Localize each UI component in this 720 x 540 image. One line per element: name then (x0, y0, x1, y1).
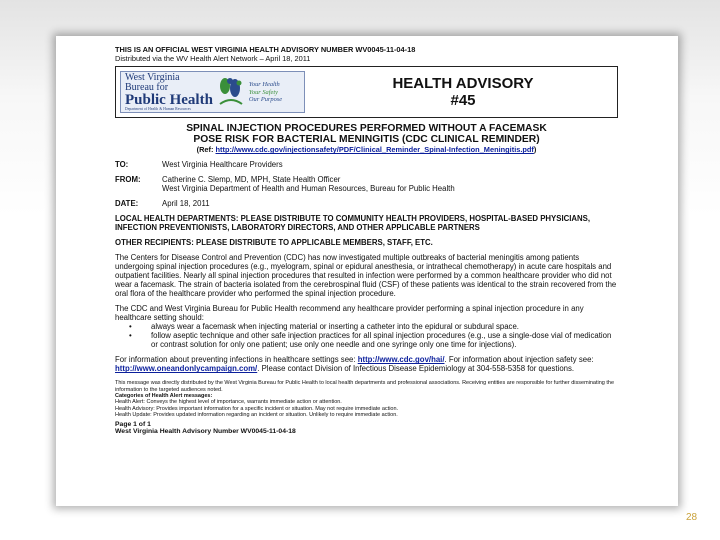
headline: SPINAL INJECTION PROCEDURES PERFORMED WITHOUT A FACEMASK POSE RISK FOR BACTERIAL MENINGITIS (CDC CLINICAL REMINDER) (186, 123, 547, 146)
advisory-number: #45 (450, 92, 476, 110)
logo-line-3: Public Health (125, 91, 213, 108)
logo-line-4: Department of Health & Human Resources (125, 106, 191, 111)
logo-tag-2: Your Safety (248, 88, 278, 96)
date-row: DATE: April 18, 2011 (115, 199, 210, 209)
advisory-number-footer: West Virginia Health Advisory Number WV0045-11-04-18 (115, 428, 296, 436)
cdc-paragraph: The Centers for Disease Control and Prevention (CDC) has now investigated multiple outbreaks of bacterial meningitis among patients undergoing spinal injection procedures (e.g., myelogram, spinal or epidural anesthesia, or intrathecal chemotherapy) in acute care hospitals and outpatient facilities. Nearly all spinal injection procedures that resulted in infection were performed by a common healthcare provider who did not wear a facemask. The strain of bacteria isolated from the cerebrospinal fluid (CSF) of these patients was identical to the strain recovered from the oral flora of the healthcare provider who performed the spinal injection procedure. (115, 253, 617, 299)
logo-line-1: West Virginia (125, 71, 180, 83)
disclaimer: This message was directly distributed by the West Virginia Bureau for Public Health to local health departments and professional associations. Receiving entities are responsible for further disseminating the information to the targeted audiences noted. Categories of Health Alert messages: Health Alert: Conveys the highest level of importance, warrants immediate action or attention. Health Advisory: Provides important information for a specific incident or situation. May not require immediate action. Health Update: Provides updated information regarding an incident or situation. Unlikely to require immediate action. (115, 380, 615, 419)
local-departments-notice: LOCAL HEALTH DEPARTMENTS: PLEASE DISTRIBUTE TO COMMUNITY HEALTH PROVIDERS, HOSPITAL-BASED PHYSICIANS, INFECTION PREVENTIONISTS, LABORATORY DIRECTORS, AND OTHER APPLICABLE PARTNERS (115, 214, 591, 233)
advisory-banner (115, 66, 618, 118)
list-item: • follow aseptic technique and other safe injection practices for all spinal injection procedures (e.g., use a single-dose vial of medication or contrast solution for only one patient; use only one needle and one syringe only one time for injections). (151, 331, 618, 349)
other-recipients-notice: OTHER RECIPIENTS: PLEASE DISTRIBUTE TO APPLICABLE MEMBERS, STAFF, ETC. (115, 238, 433, 248)
advisory-title (309, 67, 617, 117)
list-item: • always wear a facemask when injecting material or inserting a catheter into the epidural or subdural space. (151, 322, 618, 331)
official-notice: THIS IS AN OFFICIAL WEST VIRGINIA HEALTH ADVISORY NUMBER WV0045-11-04-18 (115, 45, 416, 54)
oneandonly-link[interactable]: http://www.oneandonlycampaign.com/ (115, 364, 258, 374)
bureau-logo (120, 71, 305, 113)
recommendation-list (115, 322, 618, 349)
advisory-document (56, 36, 678, 506)
from-row: FROM: Catherine C. Slemp, MD, MPH, State Health Officer West Virginia Department of Health and Human Resources, Bureau for Public Health (115, 175, 455, 194)
distribution-line: Distributed via the WV Health Alert Network – April 18, 2011 (115, 53, 311, 63)
logo-tag-1: Your Health (248, 81, 280, 89)
cdc-hai-link[interactable]: http://www.cdc.gov/hai/ (357, 355, 445, 365)
to-row: TO: West Virginia Healthcare Providers (115, 160, 283, 170)
document-footer (115, 421, 618, 436)
recommendation-paragraph: The CDC and West Virginia Bureau for Public Health recommend any healthcare provider performing a spinal injection procedure in any healthcare setting should: • always wear a facemask when injecting material or inserting a catheter into the epidural or subdural space. • follow aseptic technique and other safe injection practices for all spinal injection procedures (e.g., use a single-dose vial of medication or contrast solution for only one patient; use only one needle and one syringe only one time for injections). (115, 304, 618, 349)
reference: (Ref: http://www.cdc.gov/injectionsafety/PDF/Clinical_Reminder_Spinal-Infection_Meningitis.pdf) (196, 145, 537, 155)
info-paragraph: For information about preventing infections in healthcare settings see: http://www.cdc.gov/hai/. For information about injection safety see: http://www.oneandonlycampaign.com/. Please contact Division of Infectious Disease Epidemiology at 304-558-5358 for questions. (115, 355, 594, 374)
advisory-title-line: HEALTH ADVISORY (392, 75, 534, 93)
reference-link[interactable]: http://www.cdc.gov/injectionsafety/PDF/Clinical_Reminder_Spinal-Infection_Meningitis.pdf (215, 145, 534, 155)
slide-number: 28 (686, 512, 698, 523)
logo-tag-3: Our Purpose (248, 95, 283, 103)
page-indicator: Page 1 of 1 (115, 420, 151, 428)
logo-line-2: Bureau for (125, 81, 169, 93)
people-leaf-icon (216, 74, 246, 110)
